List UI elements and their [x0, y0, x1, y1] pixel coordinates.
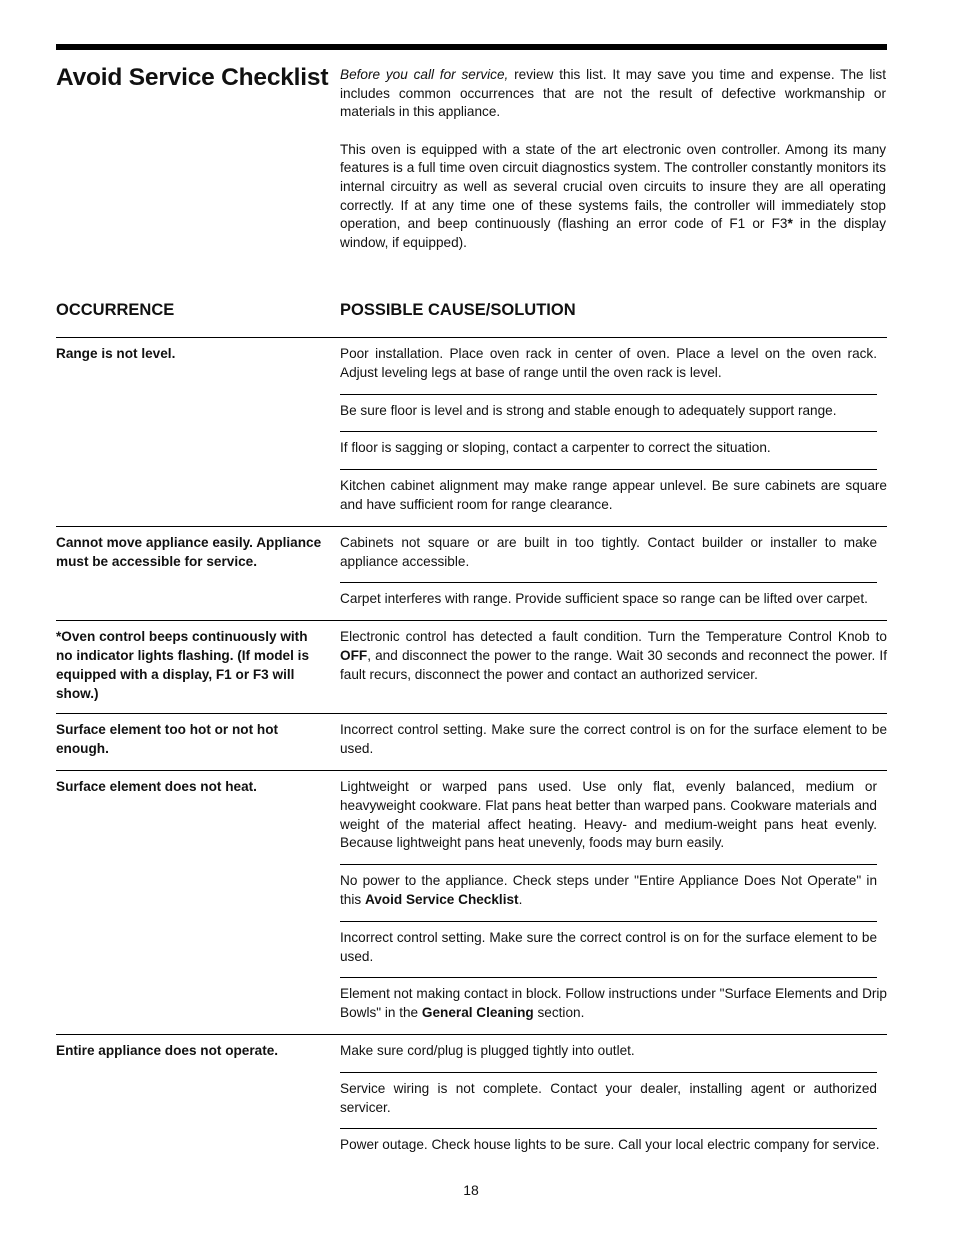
cause-text: Lightweight or warped pans used. Use only flat, evenly balanced, medium or heavyweight cookware. Flat pans heat better than warped pans. Cookware materials and weight of the material affect heating. Heavy- and medium-weight pans heat evenly. Because lightweight pans heat unevenly, foods may burn easily. — [340, 778, 877, 851]
cause-text: Be sure floor is level and is strong and stable enough to adequately support range. — [340, 402, 837, 418]
checklist-table — [56, 337, 887, 1166]
cause-text: No power to the appliance. Check steps under "Entire Appliance Does Not Operate" in this — [340, 873, 877, 907]
cause-text: Carpet interferes with range. Provide sufficient space so range can be lifted over carpet. — [340, 591, 868, 607]
cause-item — [340, 432, 877, 470]
causes-cell — [340, 1035, 887, 1166]
intro-paragraph-2 — [340, 141, 886, 253]
causes-cell — [340, 527, 887, 620]
cause-text: Element not making contact in block. Follow instructions under "Surface Elements and Drip Bowls" in the — [340, 986, 887, 1021]
intro-section — [56, 64, 887, 269]
column-headers — [56, 301, 887, 337]
cause-text: Cabinets not square or are built in too tightly. Contact builder or installer to make appliance accessible. — [340, 534, 877, 569]
cause-text: Poor installation. Place oven rack in center of oven. Place a level on the oven rack. Adjust leveling legs at base of range until the oven rack is level. — [340, 346, 877, 380]
occurrence-cell: Surface element does not heat. — [56, 778, 257, 794]
cause-text: , and disconnect the power to the range. Wait 30 seconds and reconnect the power. If fault recurs, disconnect the power and contact an authorized servicer. — [340, 647, 887, 682]
cause-item — [340, 338, 877, 395]
cause-item — [340, 470, 887, 526]
cause-item — [340, 978, 887, 1034]
causes-cell — [340, 771, 887, 1034]
table-row — [56, 714, 887, 771]
intro-text — [340, 66, 886, 271]
cause-text: Service wiring is not complete. Contact your dealer, installing agent or authorized servicer. — [340, 1080, 877, 1115]
cause-text: Power outage. Check house lights to be sure. Call your local electric company for service. — [340, 1137, 880, 1153]
cause-text: Electronic control has detected a fault condition. Turn the Temperature Control Knob to — [340, 629, 887, 645]
intro-italic-lead: Before you call for service, — [340, 67, 509, 82]
cause-text: . — [518, 891, 523, 907]
cause-item — [340, 395, 877, 433]
cause-text: Incorrect control setting. Make sure the correct control is on for the surface element to be used. — [340, 929, 877, 964]
top-rule — [56, 44, 887, 50]
occurrence-cell: Range is not level. — [56, 346, 176, 361]
cause-header: POSSIBLE CAUSE/SOLUTION — [340, 301, 576, 319]
occurrence-cell: Entire appliance does not operate. — [56, 1042, 279, 1058]
cause-text: Make sure cord/plug is plugged tightly into outlet. — [340, 1042, 635, 1058]
cause-text: If floor is sagging or sloping, contact a carpenter to correct the situation. — [340, 440, 771, 456]
table-row — [56, 527, 887, 621]
cause-item — [340, 621, 887, 695]
cause-item — [340, 865, 877, 922]
occurrence-cell: Cannot move appliance easily. Appliance must be accessible for service. — [56, 534, 322, 569]
cause-item — [340, 1035, 877, 1073]
cause-item — [340, 583, 887, 620]
table-row — [56, 1035, 887, 1166]
table-row — [56, 621, 887, 714]
cause-bold-text: Avoid Service Checklist — [364, 891, 519, 907]
cause-item — [340, 527, 877, 584]
causes-cell — [340, 714, 887, 770]
page — [56, 44, 887, 1166]
intro-p2-text-end: in the display window, if equipped). — [340, 216, 886, 250]
page-number: 18 — [463, 1182, 479, 1198]
cause-bold-text: General Cleaning — [421, 1005, 534, 1021]
causes-cell — [340, 338, 887, 526]
cause-item — [340, 922, 877, 979]
cause-bold-text: OFF — [340, 647, 368, 663]
cause-item — [340, 771, 877, 865]
intro-p1-text: review this list. It may save you time and expense. The list includes common occurrences that are not the result of defective workmanship or materials in this appliance. — [340, 67, 886, 120]
causes-cell — [340, 621, 887, 713]
occurrence-cell: *Oven control beeps continuously with no indicator lights flashing. (If model is equipped with a display, F1 or F3 will show.) — [56, 629, 310, 701]
asterisk: * — [787, 216, 793, 232]
table-row — [56, 338, 887, 527]
cause-item — [340, 1129, 887, 1166]
occurrence-header: OCCURRENCE — [56, 301, 175, 319]
page-title: Avoid Service Checklist — [56, 64, 329, 91]
cause-text: Kitchen cabinet alignment may make range appear unlevel. Be sure cabinets are square and have sufficient room for range clearance. — [340, 478, 887, 512]
cause-item — [340, 714, 887, 770]
cause-text: Incorrect control setting. Make sure the correct control is on for the surface element to be used. — [340, 722, 887, 757]
occurrence-cell: Surface element too hot or not hot enough. — [56, 722, 279, 757]
intro-paragraph-1 — [340, 66, 886, 122]
cause-item — [340, 1073, 877, 1130]
table-row — [56, 771, 887, 1035]
intro-p2-text: This oven is equipped with a state of the art electronic oven controller. Among its many features is a full time oven circuit diagnostics system. The controller constantly monitors its internal circuitry as well as several crucial oven circuits to insure they are all operating correctly. If at any time one of these systems fails, the controller will immediately stop operation, and beep continuously (flashing an error code of F1 or F3 — [340, 141, 886, 232]
cause-text: section. — [533, 1005, 585, 1021]
